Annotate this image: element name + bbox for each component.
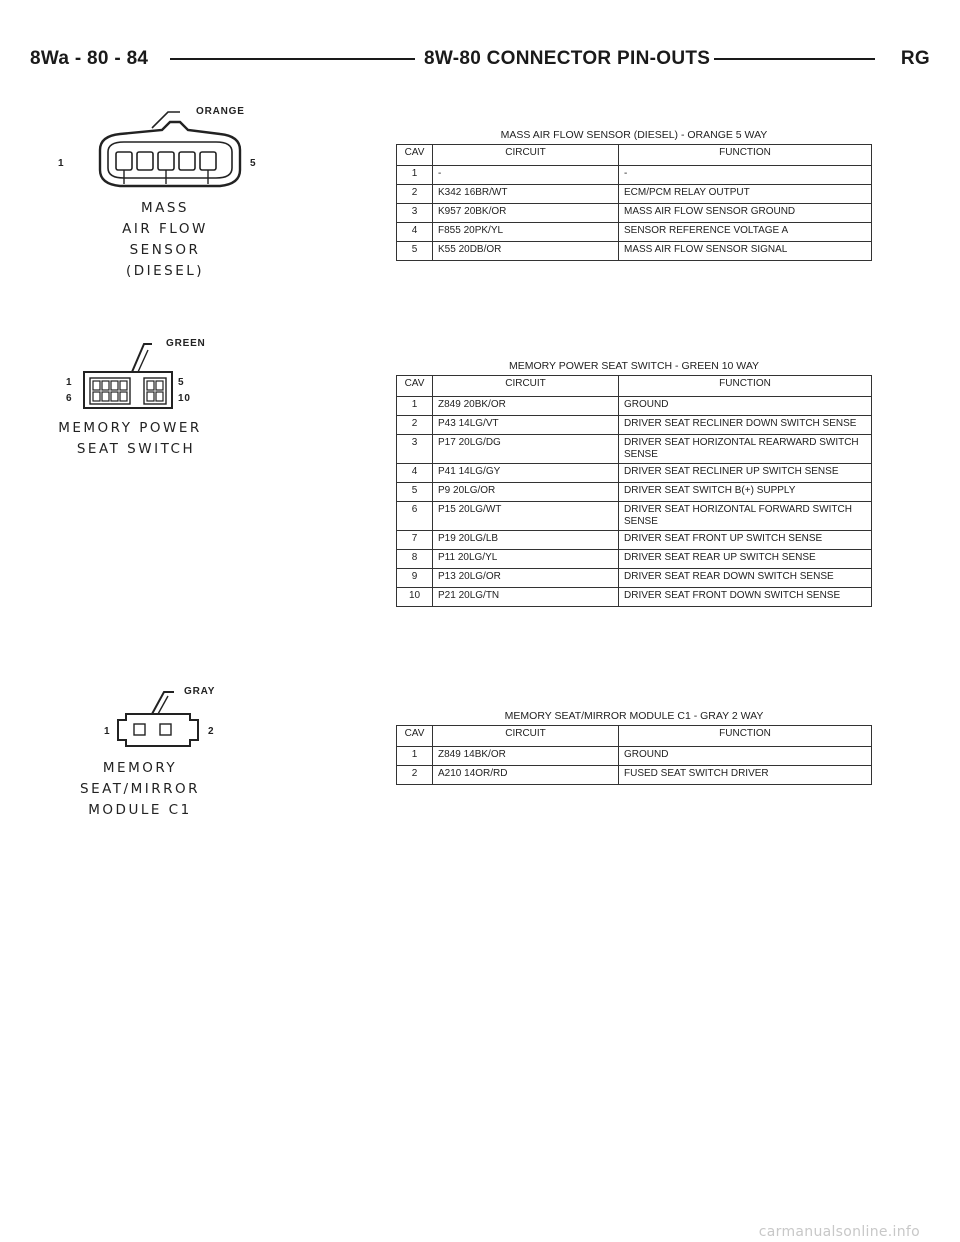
seat-switch-connector-drawing: [40, 332, 280, 412]
maf-name-line-4: (DIESEL): [125, 263, 205, 279]
function-cell: DRIVER SEAT FRONT UP SWITCH SENSE: [619, 531, 872, 550]
circuit-cell: Z849 14BK/OR: [433, 747, 619, 766]
function-cell: ECM/PCM RELAY OUTPUT: [619, 185, 872, 204]
maf-name-line-3: SENSOR: [129, 242, 201, 258]
cav-cell: 3: [397, 435, 433, 464]
circuit-cell: P17 20LG/DG: [433, 435, 619, 464]
mirror-module-connector-drawing: [40, 680, 280, 760]
seat-switch-table-title: MEMORY POWER SEAT SWITCH - GREEN 10 WAY: [508, 360, 760, 372]
circuit-cell: P19 20LG/LB: [433, 531, 619, 550]
seat-switch-connector-name: [40, 418, 220, 460]
mirror-module-connector-name: [40, 758, 240, 821]
function-cell: DRIVER SEAT HORIZONTAL REARWARD SWITCH SENSE: [619, 435, 872, 464]
circuit-cell: F855 20PK/YL: [433, 223, 619, 242]
seat-switch-pin-6-label: 6: [66, 393, 73, 404]
function-cell: DRIVER SEAT SWITCH B(+) SUPPLY: [619, 483, 872, 502]
table-row: [397, 435, 872, 464]
maf-pin-5-label: 5: [250, 158, 257, 169]
section-title: 8W-80 CONNECTOR PIN-OUTS: [420, 44, 714, 74]
function-cell: DRIVER SEAT REAR UP SWITCH SENSE: [619, 550, 872, 569]
cav-header: CAV: [397, 145, 433, 166]
table-row: [397, 185, 872, 204]
page-header: [30, 44, 930, 74]
seat-switch-connector-diagram: [40, 332, 280, 462]
function-cell: DRIVER SEAT FRONT DOWN SWITCH SENSE: [619, 588, 872, 607]
maf-name-line-1: MASS: [140, 200, 190, 216]
mirror-module-pin-2-label: 2: [208, 726, 215, 737]
function-cell: MASS AIR FLOW SENSOR SIGNAL: [619, 242, 872, 261]
seat-switch-color-label: GREEN: [166, 338, 206, 349]
cav-cell: 7: [397, 531, 433, 550]
table-row: [397, 416, 872, 435]
mirror-module-name-line-1: MEMORY SEAT/MIRROR: [80, 760, 200, 797]
circuit-cell: Z849 20BK/OR: [433, 397, 619, 416]
table-row: [397, 483, 872, 502]
function-cell: DRIVER SEAT REAR DOWN SWITCH SENSE: [619, 569, 872, 588]
seat-switch-name-line-2: SEAT SWITCH: [76, 441, 196, 457]
table-row: [397, 569, 872, 588]
function-cell: GROUND: [619, 747, 872, 766]
table-row: [397, 588, 872, 607]
cav-cell: 2: [397, 416, 433, 435]
table-row: [397, 766, 872, 785]
table-row: [397, 502, 872, 531]
circuit-cell: P43 14LG/VT: [433, 416, 619, 435]
mirror-module-table-title: MEMORY SEAT/MIRROR MODULE C1 - GRAY 2 WAY: [504, 710, 764, 722]
mirror-module-connector-diagram: [40, 680, 280, 818]
page-code: RG: [895, 44, 930, 74]
mirror-module-pinout-table: [396, 725, 872, 785]
cav-cell: 1: [397, 397, 433, 416]
function-cell: MASS AIR FLOW SENSOR GROUND: [619, 204, 872, 223]
table-row: [397, 166, 872, 185]
circuit-cell: -: [433, 166, 619, 185]
maf-connector-name: [80, 198, 250, 282]
circuit-cell: K957 20BK/OR: [433, 204, 619, 223]
table-row: [397, 531, 872, 550]
cav-cell: 4: [397, 223, 433, 242]
circuit-cell: A210 14OR/RD: [433, 766, 619, 785]
maf-name-line-2: AIR FLOW: [122, 221, 208, 237]
function-cell: -: [619, 166, 872, 185]
maf-pinout-table: [396, 144, 872, 261]
cav-cell: 10: [397, 588, 433, 607]
table-row: [397, 464, 872, 483]
circuit-header: CIRCUIT: [433, 726, 619, 747]
circuit-cell: P41 14LG/GY: [433, 464, 619, 483]
seat-switch-pin-10-label: 10: [178, 393, 191, 404]
table-header-row: [397, 726, 872, 747]
page-reference: 8Wa - 80 - 84: [30, 44, 154, 74]
table-row: [397, 747, 872, 766]
table-row: [397, 242, 872, 261]
function-cell: DRIVER SEAT RECLINER UP SWITCH SENSE: [619, 464, 872, 483]
header-rule-left: [170, 58, 415, 60]
function-cell: FUSED SEAT SWITCH DRIVER: [619, 766, 872, 785]
circuit-cell: P21 20LG/TN: [433, 588, 619, 607]
cav-cell: 8: [397, 550, 433, 569]
function-header: FUNCTION: [619, 376, 872, 397]
circuit-cell: K55 20DB/OR: [433, 242, 619, 261]
table-row: [397, 223, 872, 242]
circuit-header: CIRCUIT: [433, 376, 619, 397]
table-row: [397, 204, 872, 223]
function-cell: DRIVER SEAT HORIZONTAL FORWARD SWITCH SENSE: [619, 502, 872, 531]
function-cell: SENSOR REFERENCE VOLTAGE A: [619, 223, 872, 242]
cav-header: CAV: [397, 726, 433, 747]
cav-cell: 4: [397, 464, 433, 483]
maf-table-title: MASS AIR FLOW SENSOR (DIESEL) - ORANGE 5 WAY: [500, 129, 768, 141]
cav-cell: 1: [397, 166, 433, 185]
cav-cell: 5: [397, 242, 433, 261]
maf-color-label: ORANGE: [196, 106, 245, 117]
cav-cell: 3: [397, 204, 433, 223]
maf-pin-1-label: 1: [58, 158, 65, 169]
circuit-cell: P11 20LG/YL: [433, 550, 619, 569]
mirror-module-pin-1-label: 1: [104, 726, 111, 737]
table-header-row: [397, 376, 872, 397]
seat-switch-name-line-1: MEMORY POWER: [58, 420, 202, 436]
table-row: [397, 397, 872, 416]
table-row: [397, 550, 872, 569]
circuit-cell: P15 20LG/WT: [433, 502, 619, 531]
cav-cell: 2: [397, 185, 433, 204]
footer-watermark: carmanualsonline.info: [758, 1224, 920, 1240]
mirror-module-color-label: GRAY: [184, 686, 216, 697]
cav-cell: 1: [397, 747, 433, 766]
circuit-cell: P9 20LG/OR: [433, 483, 619, 502]
circuit-header: CIRCUIT: [433, 145, 619, 166]
cav-cell: 6: [397, 502, 433, 531]
function-header: FUNCTION: [619, 726, 872, 747]
table-header-row: [397, 145, 872, 166]
circuit-cell: P13 20LG/OR: [433, 569, 619, 588]
seat-switch-pin-1-label: 1: [66, 377, 73, 388]
cav-cell: 2: [397, 766, 433, 785]
cav-header: CAV: [397, 376, 433, 397]
function-cell: DRIVER SEAT RECLINER DOWN SWITCH SENSE: [619, 416, 872, 435]
function-header: FUNCTION: [619, 145, 872, 166]
cav-cell: 9: [397, 569, 433, 588]
function-cell: GROUND: [619, 397, 872, 416]
circuit-cell: K342 16BR/WT: [433, 185, 619, 204]
maf-connector-diagram: [40, 100, 280, 279]
cav-cell: 5: [397, 483, 433, 502]
seat-switch-pinout-table: [396, 375, 872, 607]
mirror-module-name-line-2: MODULE C1: [88, 802, 192, 818]
seat-switch-pin-5-label: 5: [178, 377, 185, 388]
